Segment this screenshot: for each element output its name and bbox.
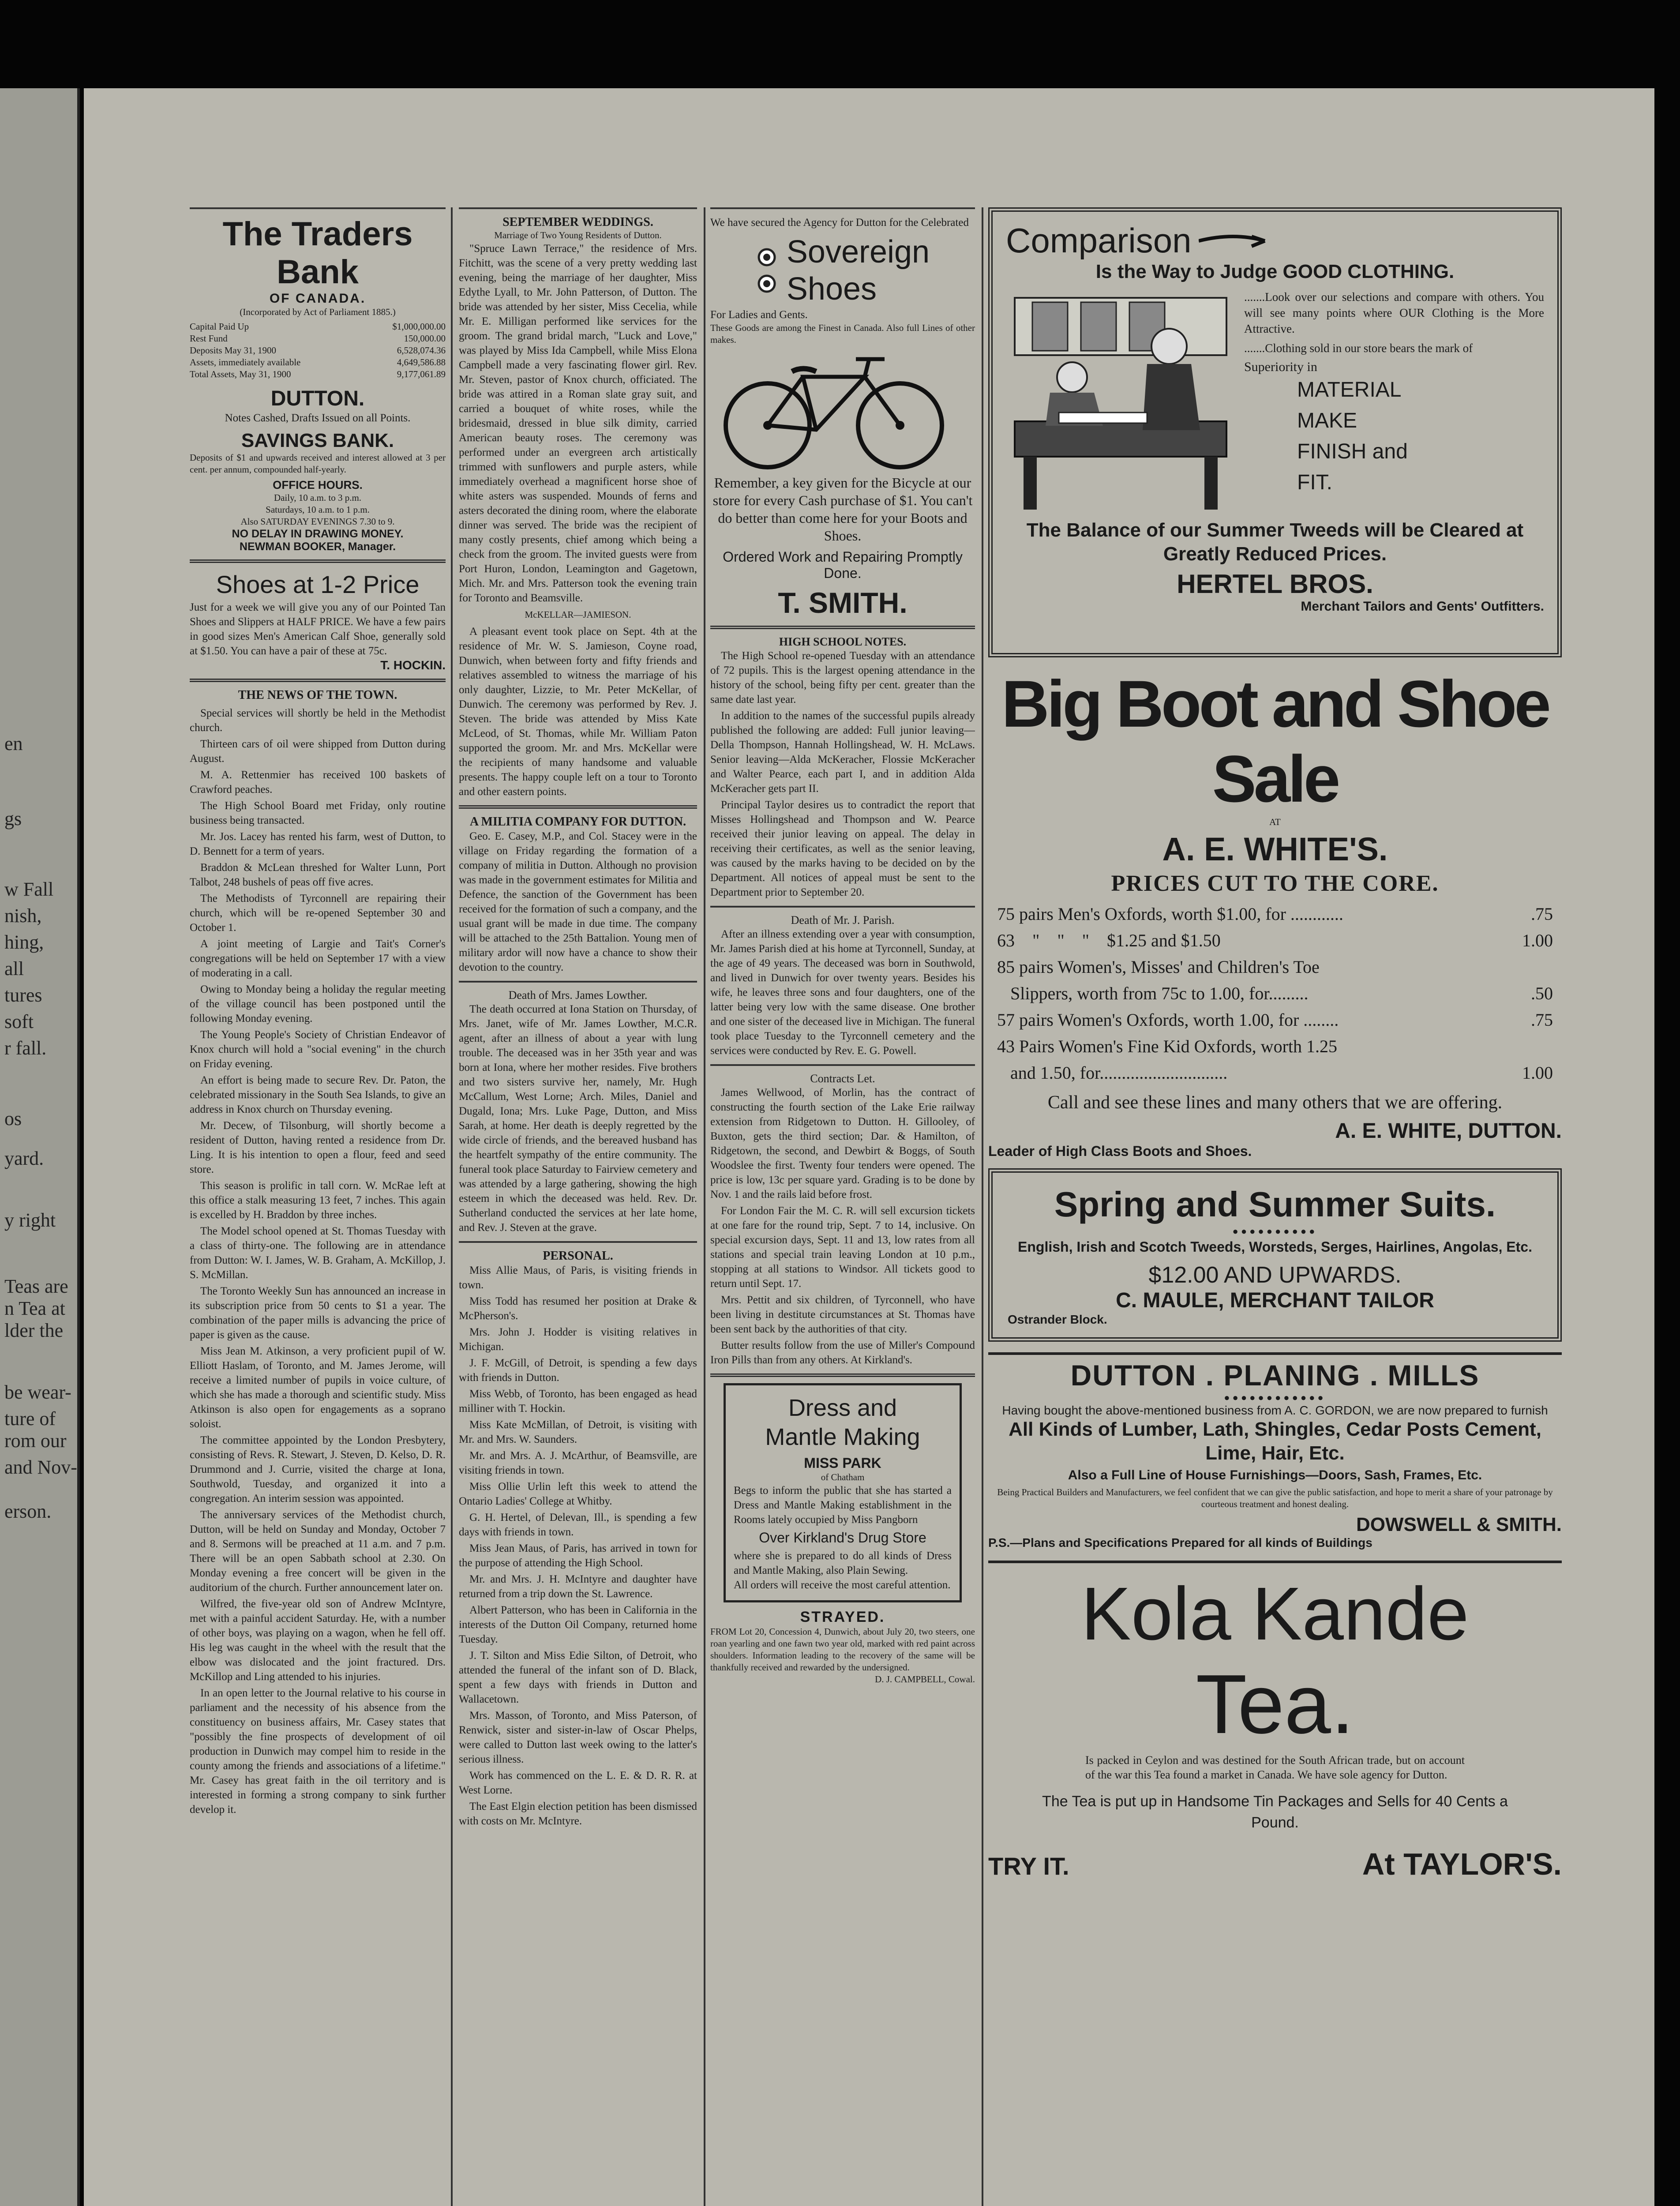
left-page-fragment: tures <box>4 984 42 1006</box>
boot-at: AT <box>1269 817 1281 827</box>
personal-paragraph: Miss Jean Maus, of Paris, has arrived in town for the purpose of attending the High School. <box>459 1542 697 1569</box>
suits-dots: ●●●●●●●●●● <box>1232 1226 1318 1237</box>
news-paragraph: Mr. Jos. Lacey has rented his farm, west of Dutton, to D. Bennett for a term of years. <box>190 831 446 857</box>
highschool-paragraph: In addition to the names of the successful pupils already published the following are added: Full junior leaving—Della Thompson, Hannah Hollingshead, W. H. McLaws. Senior leaving—Alda McKeracher, Flossie McKeracher and Walter Pearce, each part I, and in addition Alda McKeracher gets part II. <box>710 710 975 795</box>
traders-dutton: DUTTON. <box>270 387 365 410</box>
comparison-superiority: Superiority in <box>1244 360 1317 374</box>
traders-row <box>190 321 446 333</box>
news-paragraph: A joint meeting of Largie and Tait's Corner's congregations will be held on September 17 with a view of moderating in a call. <box>190 938 446 979</box>
dress-over: Over Kirkland's Drug Store <box>759 1530 926 1546</box>
planing-dots: ●●●●●●●●●●●● <box>1224 1392 1326 1403</box>
traders-row-value: $1,000,000.00 <box>392 321 446 332</box>
personal-paragraph: Mr. and Mrs. J. H. McIntyre and daughter have returned from a trip down the St. Lawrence. <box>459 1573 697 1600</box>
boot-line-desc: 85 pairs Women's, Misses' and Children's Toe <box>997 957 1320 977</box>
shoes-half-price-ad <box>190 569 446 672</box>
shoes-half-text: Just for a week we will give you any of our Pointed Tan Shoes and Slippers at HALF PRICE. We have a few pairs in good sizes Men's American Calf Shoe, generally sold at $1.50. You can have a pair of these at 75c. <box>190 601 446 657</box>
hertel-bros: HERTEL BROS. <box>1177 569 1373 599</box>
personal-title: PERSONAL. <box>543 1249 613 1263</box>
left-page-fragment: and Nov- <box>4 1456 77 1478</box>
boot-name: A. E. WHITE'S. <box>1162 831 1388 867</box>
planing-bought: Having bought the above-mentioned business from A. C. GORDON, we are now prepared to furnish <box>1002 1403 1548 1417</box>
boot-line-desc: Slippers, worth from 75c to 1.00, for......... <box>997 983 1309 1003</box>
news-of-town <box>190 688 446 1817</box>
lowther-title: Death of Mrs. James Lowther. <box>508 989 648 1002</box>
column-3 <box>710 207 975 1685</box>
contracts-paragraph: James Wellwood, of Morlin, has the contract of constructing the fourth section of the Lake Erie railway extension from Ridgetown to Dutton. H. Gillooley, of Buxton, gets the third section; Dar. & Hamilton, of Ridgetown, the second, and Dewbirt & Boggs, of South Woodslee the first. Twenty four tenders were opened. The price is low, 13c per square yard. Grading is to be done by Nov. 1 and the rails laid before frost. <box>710 1087 975 1201</box>
boot-price-line <box>997 1060 1553 1086</box>
traders-row <box>190 368 446 380</box>
strayed-text: FROM Lot 20, Concession 4, Dunwich, about July 20, two steers, one roan yearling and one fawn two year old, marked with red paint across shoulders. Information leading to the recovery of the same will be thankfully received and rewarded by the undersigned. <box>710 1626 975 1673</box>
dress-title1: Dress and <box>788 1395 897 1421</box>
newspaper-page <box>84 88 1654 2206</box>
traders-row <box>190 345 446 356</box>
news-paragraph: Miss Jean M. Atkinson, a very proficient pupil of W. Elliott Haslam, of Toronto, and M. James Jerome, will receive a limited number of pupils in voice culture, of which she has made a thorough and scientific study. Miss Atkinson is also open for engagements as a soprano soloist. <box>190 1345 446 1430</box>
dress-making-ad <box>724 1383 962 1602</box>
news-paragraph: M. A. Rettenmier has received 100 baskets of Crawford peaches. <box>190 769 446 795</box>
left-page-fragment: w Fall <box>4 878 54 900</box>
left-page-fragment: en <box>4 733 23 754</box>
savings-deposits: Deposits of $1 and upwards received and interest allowed at 3 per cent. per annum, compounded half-yearly. <box>190 452 446 475</box>
news-paragraph: The Toronto Weekly Sun has announced an increase in its subscription price from 50 cents to $1 a year. The combination of the paper mills is advancing the price of paper is given as the cause. <box>190 1285 446 1341</box>
boot-price-line <box>997 1033 1553 1060</box>
weddings-sub2: McKELLAR—JAMIESON. <box>525 609 631 620</box>
bullet-icon <box>756 244 778 297</box>
weddings-paragraph: "Spruce Lawn Terrace," the residence of Mrs. Fitchitt, was the scene of a very pretty wedding last evening, being the marriage of her daughter, Miss Edythe Lyall, to Mr. John Patterson, of Dutton. The bride was attended by her sister, Miss Cecelia, while Mr. E. Milligan performed like services for the groom. The grand bridal march, "Luck and Love," was played by Miss Ida Campbell, while Miss Elona Campbell made a very fascinating flower girl. Rev. Mr. Steven, pastor of Knox church, officiated. The bride was attired in a Roman slate gray suit, and carried a bouquet of white roses, while the bridesmaid, dressed in blue silk dimity, carried American beauty roses. The ceremony was performed under an evergreen arch artistically trimmed with sunflowers and purple asters, while immediately overhead a magnificent horse shoe of white asters was suspended. Mounds of ferns and asters decorated the dining room, where the elaborate dinner was served. The bride was the recipient of many costly presents, chief among which being a check from the groom. The invited guests were from Port Huron, London, Leamington and Gagetown, Mich. Mr. and Mrs. Patterson took the evening train for Toronto and Beamsville. <box>459 243 697 604</box>
parish-title: Death of Mr. J. Parish. <box>791 914 895 927</box>
traders-bank-ad <box>190 215 446 553</box>
left-page-fragment: be wear- <box>4 1381 71 1403</box>
dress-text2: where she is prepared to do all kinds of Dress and Mantle Making, also Plain Sewing. <box>734 1550 952 1576</box>
boot-line-desc: 43 Pairs Women's Fine Kid Oxfords, worth 1.25 <box>997 1036 1337 1056</box>
left-page-fragment: all <box>4 958 24 979</box>
traders-row-value: 6,528,074.36 <box>397 345 446 356</box>
left-page-fragment: soft <box>4 1011 34 1032</box>
personal-paragraph: J. T. Silton and Miss Edie Silton, of Detroit, who attended the funeral of the infant son of D. Black, spent a few days with friends in Dutton and Wallacetown. <box>459 1650 697 1705</box>
comparison-text1: .......Look over our selections and compare with others. You will see many points where OUR Clothing is the More Attractive. <box>1244 290 1544 335</box>
hertel-role: Merchant Tailors and Gents' Outfitters. <box>1301 599 1544 614</box>
kola-at: At TAYLOR'S. <box>1362 1847 1562 1881</box>
traders-row-label: Rest Fund <box>190 333 228 344</box>
news-paragraph: This season is prolific in tall corn. W. McRae left at this office a stalk measuring 13 feet, 7 inches. This again is excelled by H. Braddon by three inches. <box>190 1180 446 1221</box>
boot-price-line <box>997 901 1553 927</box>
contracts-title: Contracts Let. <box>810 1072 875 1085</box>
dress-text3: All orders will receive the most careful attention. <box>734 1579 951 1591</box>
traders-row <box>190 356 446 368</box>
tailor-shop-illustration <box>1006 289 1235 518</box>
news-paragraph: The anniversary services of the Methodist church, Dutton, will be held on Sunday and Monday, October 7 and 8. Sermons will be preached at 11 a.m. and 7 p.m. There will be an open Sabbath school at 2.30. On Monday evening a free concert will be given in the auditorium of the church. Further announcement later on. <box>190 1509 446 1594</box>
left-page-fragment: os <box>4 1108 22 1129</box>
left-page-fragment: nish, <box>4 905 42 927</box>
news-paragraph: The Methodists of Tyrconnell are repairing their church, which will be re-opened September 30 and October 1. <box>190 893 446 934</box>
shoes-half-title: Shoes at 1-2 Price <box>216 570 420 598</box>
news-paragraph: An effort is being made to secure Rev. Dr. Paton, the celebrated missionary in the South Sea Islands, to give an address in Knox church on Thursday evening. <box>190 1074 446 1115</box>
column-rule <box>982 207 983 2206</box>
boot-line-price: 1.00 <box>1522 930 1553 950</box>
personal-paragraph: Albert Patterson, who has been in California in the interests of the Dutton Oil Company, returned home Tuesday. <box>459 1604 697 1645</box>
traders-manager: NEWMAN BOOKER, Manager. <box>239 540 396 553</box>
sovereign-for: For Ladies and Gents. <box>710 309 808 321</box>
planing-ps: P.S.—Plans and Specifications Prepared for all kinds of Buildings <box>988 1536 1372 1549</box>
comparison-item: FINISH and <box>1297 440 1408 463</box>
strayed-title: STRAYED. <box>800 1609 885 1625</box>
office-hours-1: Daily, 10 a.m. to 3 p.m. <box>274 492 362 503</box>
boot-line-desc: 57 pairs Women's Oxfords, worth 1.00, for ........ <box>997 1010 1339 1030</box>
left-page-fragment: gs <box>4 808 22 829</box>
boot-price-line <box>997 1007 1553 1033</box>
boot-price-list <box>988 901 1562 1086</box>
suits-name: C. MAULE, MERCHANT TAILOR <box>1116 1289 1434 1312</box>
tea-title: Tea. <box>1196 1658 1354 1751</box>
suits-block: Ostrander Block. <box>1008 1313 1107 1326</box>
personal-paragraph: The East Elgin election petition has been dismissed with costs on Mr. McIntyre. <box>459 1801 697 1827</box>
office-hours-heading: OFFICE HOURS. <box>273 478 363 491</box>
kola-title: Kola Kande <box>1081 1572 1469 1656</box>
left-page-fragment: yard. <box>4 1148 44 1169</box>
left-page-fragment: Teas are <box>4 1276 68 1297</box>
sovereign-intro: We have secured the Agency for Dutton for the Celebrated <box>710 217 969 229</box>
boot-line-price: .75 <box>1531 904 1553 924</box>
column-2 <box>459 207 697 1830</box>
news-paragraph: The Young People's Society of Christian Endeavor of Knox church will hold a "social evening" in the church on Friday evening. <box>190 1029 446 1070</box>
sovereign-title: Sovereign <box>786 234 930 270</box>
traders-financials <box>190 321 446 380</box>
tsmith-sign: T. SMITH. <box>778 586 908 619</box>
no-delay: NO DELAY IN DRAWING MONEY. <box>232 528 404 540</box>
column-rule <box>451 207 453 2206</box>
dress-title2: Mantle Making <box>765 1424 920 1450</box>
office-hours-3: Also SATURDAY EVENINGS 7.30 to 9. <box>240 516 395 527</box>
kola-text: Is packed in Ceylon and was destined for the South African trade, but on account of the war this Tea found a market in Canada. We have sole agency for Dutton. <box>1085 1754 1465 1781</box>
shoes-title: Shoes <box>786 271 877 307</box>
planing-mills-ad <box>988 1352 1562 1550</box>
boot-line-desc: 75 pairs Men's Oxfords, worth $1.00, for ............ <box>997 904 1343 924</box>
left-page-fragment: r fall. <box>4 1037 47 1059</box>
planing-also: Also a Full Line of House Furnishings—Doors, Sash, Frames, Etc. <box>1068 1468 1482 1482</box>
left-page-fragment: erson. <box>4 1501 52 1522</box>
suits-desc: English, Irish and Scotch Tweeds, Worsteds, Serges, Hairlines, Angolas, Etc. <box>1018 1239 1532 1255</box>
boot-line-price: .50 <box>1531 983 1553 1003</box>
comparison-item: MAKE <box>1297 409 1358 432</box>
left-page-fragment: lder the <box>4 1320 64 1341</box>
weddings-body-2 <box>459 624 697 799</box>
strayed-sign: D. J. CAMPBELL, Cowal. <box>875 1674 975 1685</box>
contracts-paragraph: Mrs. Pettit and six children, of Tyrconnell, who have been living in destitute circumstances at St. Thomas have been sent back by the authorities of that city. <box>710 1294 975 1335</box>
bicycle-icon <box>710 346 957 474</box>
boot-line-desc: 63 " " " $1.25 and $1.50 <box>997 930 1221 950</box>
suits-price: $12.00 AND UPWARDS. <box>1148 1262 1402 1288</box>
highschool-paragraph: Principal Taylor desires us to contradict the report that Misses Hollingshead and Thompson and W. Pearce received their junior leaving on appeal. The delay in receiving their certificates, as well as the senior leaving, was caused by the marks having to be decided on by the Department. All notices of appeal must be sent to the Department prior to September 20. <box>710 799 975 898</box>
personal-paragraph: Miss Allie Maus, of Paris, is visiting friends in town. <box>459 1264 697 1291</box>
boot-price-line <box>997 980 1553 1007</box>
column-rule <box>704 207 705 2206</box>
dress-name: MISS PARK <box>804 1455 881 1471</box>
planing-being: Being Practical Builders and Manufacturers, we feel confident that we can give the public satisfaction, and hope to merit a share of your patronage by courteous treatment and honest dealing. <box>997 1487 1553 1509</box>
boot-line-price: 1.00 <box>1522 1063 1553 1083</box>
suits-title: Spring and Summer Suits. <box>1054 1185 1496 1224</box>
traders-notes: Notes Cashed, Drafts Issued on all Points. <box>225 412 411 424</box>
sovereign-shoes-ad <box>710 215 975 619</box>
boot-call: Call and see these lines and many others that we are offering. <box>1047 1092 1503 1113</box>
personal-paragraph: J. F. McGill, of Detroit, is spending a few days with friends in Dutton. <box>459 1357 697 1384</box>
news-paragraph: The High School Board met Friday, only routine business being transacted. <box>190 800 446 826</box>
traders-row <box>190 333 446 345</box>
militia-text: Geo. E. Casey, M.P., and Col. Stacey were in the village on Friday regarding the formation of a company of militia in Dutton. Although no provision was made in the government estimates for Militia and Defence, the sanction of the Government has been received for the formation of such a company, and the usual grant will be made in due time. The company will be attached to the 25th Battalion. Young men of military ardor will now have a chance to show their devotion to the country. <box>459 830 697 973</box>
traders-row-value: 150,000.00 <box>404 333 446 344</box>
militia-title: A MILITIA COMPANY FOR DUTTON. <box>469 815 686 829</box>
boot-line-desc: and 1.50, for............................. <box>997 1063 1228 1083</box>
contracts-paragraph: For London Fair the M. C. R. will sell excursion tickets at one fare for the round trip, Sept. 7 to 14, inclusive. On special excursion days, Sept. 11 and 13, low rates from all stations and special train leaving London at 10 p.m., stopping at all stations to Windsor. All tickets good to return until Sept. 17. <box>710 1205 975 1290</box>
office-hours-2: Saturdays, 10 a.m. to 1 p.m. <box>266 504 370 515</box>
left-page-fragment: ture of <box>4 1408 56 1429</box>
spring-suits-ad <box>988 1168 1562 1342</box>
adjacent-page-edge <box>0 88 80 2206</box>
planing-sign: DOWSWELL & SMITH. <box>1356 1514 1562 1535</box>
sovereign-goods: These Goods are among the Finest in Canada. Also full Lines of other makes. <box>710 323 975 345</box>
boot-prices-heading: PRICES CUT TO THE CORE. <box>1111 871 1439 896</box>
traders-row-value: 9,177,061.89 <box>397 369 446 379</box>
traders-row-label: Capital Paid Up <box>190 321 249 332</box>
arrow-icon <box>1199 232 1274 250</box>
left-page-fragment: n Tea at <box>4 1298 65 1319</box>
traders-row-label: Deposits May 31, 1900 <box>190 345 276 356</box>
highschool-body <box>710 649 975 900</box>
boot-sale-title: Big Boot and Shoe Sale <box>1001 667 1549 816</box>
contracts-body <box>710 1085 975 1367</box>
kola-tea-ad <box>988 1561 1562 1882</box>
news-paragraph: Braddon & McLean threshed for Walter Lunn, Port Talbot, 248 bushels of peas off five acres. <box>190 862 446 888</box>
traders-sub: OF CANADA. <box>269 291 366 306</box>
column-1 <box>190 207 446 1819</box>
traders-row-label: Total Assets, May 31, 1900 <box>190 369 291 379</box>
kola-try: TRY IT. <box>988 1852 1069 1880</box>
personal-paragraph: Miss Kate McMillan, of Detroit, is visiting with Mr. and Mrs. W. Saunders. <box>459 1419 697 1445</box>
dress-of: of Chatham <box>821 1472 865 1482</box>
traders-inc: (Incorporated by Act of Parliament 1885.) <box>240 307 396 317</box>
boot-line-price: .75 <box>1531 1010 1553 1030</box>
news-paragraph: Special services will shortly be held in the Methodist church. <box>190 707 446 734</box>
news-paragraph: The Model school opened at St. Thomas Tuesday with a class of thirty-one. The following are in attendance from Dutton: W. I. James, W. B. Graham, A. McKillop, J. S. McMillan. <box>190 1225 446 1281</box>
news-paragraph: In an open letter to the Journal relative to his course in parliament and the necessity of his absence from the constituency on business affairs, Mr. Casey states that "possibly the fine prospects of development of oil production in Dunwich may compel him to reside in the county among the friends and associations of a lifetime." Mr. Casey has great faith in the oil territory and is interested in forming a strong company to sink further develop it. <box>190 1687 446 1816</box>
news-body <box>190 706 446 1817</box>
personal-paragraph: G. H. Hertel, of Delevan, Ill., is spending a few days with friends in town. <box>459 1512 697 1538</box>
comparison-items <box>1297 375 1544 498</box>
sovereign-key: Remember, a key given for the Bicycle at our store for every Cash purchase of $1. You can't do better than come here for your Boots and Shoes. <box>712 475 973 544</box>
sovereign-repair: Ordered Work and Repairing Promptly Done. <box>723 549 963 581</box>
personal-paragraph: Miss Todd has resumed her position at Drake & McPherson's. <box>459 1295 697 1322</box>
boot-leader: Leader of High Class Boots and Shoes. <box>988 1143 1252 1159</box>
boot-sign: A. E. WHITE, DUTTON. <box>1335 1119 1562 1143</box>
comparison-item: MATERIAL <box>1297 378 1402 401</box>
comparison-item: FIT. <box>1297 471 1332 494</box>
left-page-fragment: rom our <box>4 1430 67 1452</box>
dress-text: Begs to inform the public that she has started a Dress and Mantle Making establishment in the Rooms lately occupied by Miss Pangborn <box>734 1485 952 1526</box>
personal-paragraph: Mrs. Masson, of Toronto, and Miss Paterson, of Renwick, sister and sister-in-law of Oscar Phelps, were called to Dutton last week owing to the latter's serious illness. <box>459 1710 697 1765</box>
personal-paragraph: Mrs. John J. Hodder is visiting relatives in Michigan. <box>459 1326 697 1353</box>
left-page-fragment: hing, <box>4 931 44 953</box>
boot-sale-ad <box>988 666 1562 1159</box>
contracts-paragraph: Butter results follow from the use of Miller's Compound Iron Pills than from any others. At Kirkland's. <box>710 1339 975 1366</box>
news-paragraph: Wilfred, the five-year old son of Andrew McIntyre, met with a painful accident Saturday. He, with a number of other boys, was playing on a wagon, when he fell off. His leg was caught in the wheel with the result that the elbow was dislocated and the joint fractured. Drs. McKillop and Ling attended to his injuries. <box>190 1598 446 1683</box>
lowther-text: The death occurred at Iona Station on Thursday, of Mrs. Janet, wife of Mr. James Lowther, M.C.R. agent, after an illness of about a year with lung trouble. The deceased was in her 35th year and was born at Iona, where her mother resides. Five brothers and two sisters survive her, namely, Mr. Hugh McCallum, West Lorne; Arch. Miles, Daniel and Dugald, Iona; Mrs. Luke Page, Dutton, and Miss Sarah, at home. Her death is deeply regretted by the wide circle of friends, and the bereaved husband has the heartfelt sympathy of the entire community. The funeral took place Saturday to Fairview cemetery and was attended by a large gathering, showing the high esteem in which the deceased was held. Rev. Dr. Sutherland conducted the services at her late home, and Rev. J. Steven at the grave. <box>459 1003 697 1234</box>
personal-paragraph: Miss Ollie Urlin left this week to attend the Ontario Ladies' College at Whitby. <box>459 1481 697 1507</box>
comparison-text2: .......Clothing sold in our store bears the mark of <box>1244 341 1473 355</box>
savings-bank-heading: SAVINGS BANK. <box>241 430 394 451</box>
weddings-paragraph: A pleasant event took place on Sept. 4th at the residence of Mr. W. S. Jamieson, Coyne road, Dunwich, when between forty and fifty friends and relatives assembled to witness the marriage of his only daughter, Lizzie, to Mr. Peter McKellar, of Dunwich. The ceremony was performed by Rev. J. Steven. The bride was attended by Miss Kate McLeod, of St. Thomas, while Mr. William Paton supported the groom. Mr. and Mrs. McKellar were the recipients of many handsome and valuable presents. The happy couple left on a tour to Toronto and other eastern points. <box>459 626 697 798</box>
comparison-ad <box>988 207 1562 657</box>
personal-paragraph: Miss Webb, of Toronto, has been engaged as head milliner with T. Hockin. <box>459 1388 697 1414</box>
kola-tin: The Tea is put up in Handsome Tin Packages and Sells for 40 Cents a Pound. <box>1042 1793 1508 1831</box>
highschool-paragraph: The High School re-opened Tuesday with an attendance of 72 pupils. This is the largest opening attendance in the history of the school, being fifty per cent. greater than the same date last year. <box>710 650 975 705</box>
personal-paragraph: Work has commenced on the L. E. & D. R. R. at West Lorne. <box>459 1770 697 1796</box>
news-paragraph: Owing to Monday being a holiday the regular meeting of the village council has been postponed until the following Monday evening. <box>190 983 446 1024</box>
left-page-fragment: y right <box>4 1209 56 1231</box>
column-4 <box>988 207 1562 1882</box>
personal-body <box>459 1263 697 1828</box>
personal-paragraph: Mr. and Mrs. A. J. McArthur, of Beamsville, are visiting friends in town. <box>459 1450 697 1476</box>
comparison-title: Comparison <box>1006 221 1192 260</box>
news-paragraph: Mr. Decew, of Tilsonburg, will shortly become a resident of Dutton, having rented a residence from Dr. Ling. It is his intention to open a flour, feed and seed store. <box>190 1120 446 1175</box>
comparison-sub: Is the Way to Judge GOOD CLOTHING. <box>1095 261 1455 282</box>
news-title: THE NEWS OF THE TOWN. <box>238 688 398 702</box>
news-paragraph: The committee appointed by the London Presbytery, consisting of Revs. R. Stewart, J. Steven, D. Kelso, D. R. Drummond and J. Currie, visited the charge at Iona, Southwold, Tuesday, and organized it into a congregation. An interim session was appointed. <box>190 1434 446 1504</box>
traders-bank-title: The Traders Bank <box>222 215 413 291</box>
weddings-body <box>459 241 697 605</box>
planing-kinds: All Kinds of Lumber, Lath, Shingles, Cedar Posts Cement, Lime, Hair, Etc. <box>1009 1418 1541 1464</box>
comparison-balance: The Balance of our Summer Tweeds will be Cleared at Greatly Reduced Prices. <box>1026 519 1524 565</box>
boot-price-line <box>997 954 1553 980</box>
parish-text: After an illness extending over a year with consumption, Mr. James Parish died at his home at Tyrconnell, Sunday, at the age of 49 years. The deceased was born in Southwold, and lived in Dunwich for over twenty years. Besides his wife, he leaves three sons and four daughters, one of the latter being very low with the same disease. One brother and one sister of the deceased live in Michigan. The funeral took place Tuesday to the Tyrconnell cemetery and the services were conducted by Rev. E. G. Powell. <box>710 928 975 1057</box>
traders-row-label: Assets, immediately available <box>190 357 301 368</box>
traders-row-value: 4,649,586.88 <box>397 357 446 368</box>
planing-title: DUTTON . PLANING . MILLS <box>1070 1359 1480 1392</box>
boot-price-line <box>997 927 1553 954</box>
highschool-title: HIGH SCHOOL NOTES. <box>779 635 907 648</box>
shoes-half-sign: T. HOCKIN. <box>380 658 446 672</box>
weddings-title: SEPTEMBER WEDDINGS. <box>502 215 653 229</box>
news-paragraph: Thirteen cars of oil were shipped from Dutton during August. <box>190 738 446 765</box>
weddings-sub: Marriage of Two Young Residents of Dutton. <box>494 230 662 240</box>
